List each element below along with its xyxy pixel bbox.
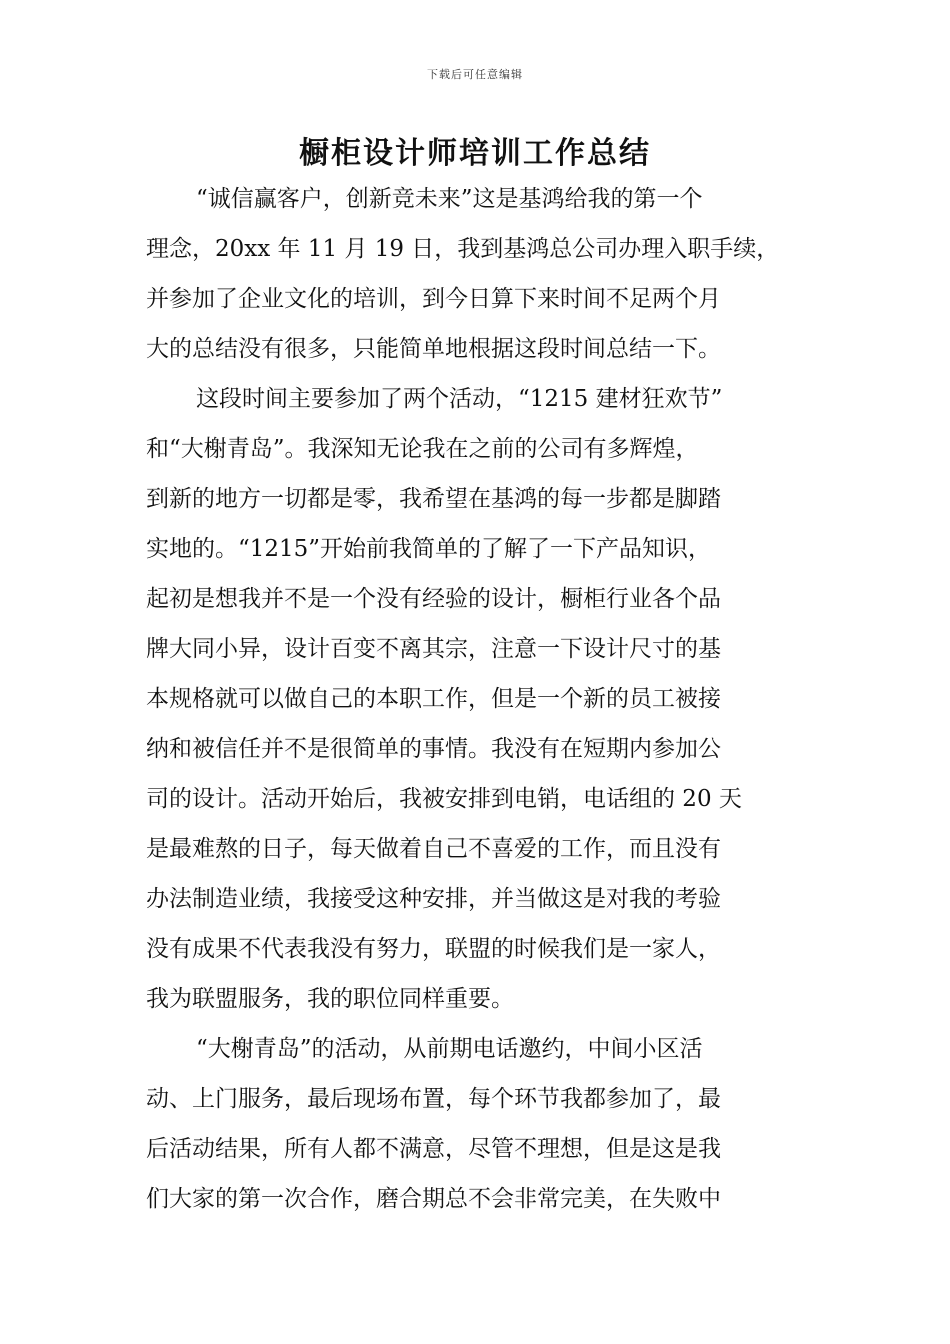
body-line-p3-2: 动、上门服务，最后现场布置，每个环节我都参加了，最 xyxy=(146,1086,721,1112)
body-line-p2-5: 起初是想我并不是一个没有经验的设计，橱柜行业各个品 xyxy=(146,586,721,612)
body-line-p1-3: 并参加了企业文化的培训，到今日算下来时间不足两个月 xyxy=(146,286,721,312)
body-line-p2-11: 办法制造业绩，我接受这种安排，并当做这是对我的考验 xyxy=(146,886,721,912)
header-note: 下载后可任意编辑 xyxy=(427,68,523,81)
body-line-p2-3: 到新的地方一切都是零，我希望在基鸿的每一步都是脚踏 xyxy=(146,486,721,512)
body-line-p1-2: 理念，20xx 年 11 月 19 日，我到基鸿总公司办理入职手续， xyxy=(146,236,780,262)
body-line-p2-12: 没有成果不代表我没有努力，联盟的时候我们是一家人， xyxy=(146,936,721,962)
body-line-p1-4: 大的总结没有很多，只能简单地根据这段时间总结一下。 xyxy=(146,336,721,362)
body-line-p2-9: 司的设计。活动开始后，我被安排到电销，电话组的 20 天 xyxy=(146,786,742,812)
body-line-p2-1: 这段时间主要参加了两个活动，“1215 建材狂欢节” xyxy=(196,386,723,412)
body-line-p2-7: 本规格就可以做自己的本职工作，但是一个新的员工被接 xyxy=(146,686,721,712)
body-line-p2-2: 和“大榭青岛”。我深知无论我在之前的公司有多辉煌， xyxy=(146,436,699,462)
body-line-p2-8: 纳和被信任并不是很简单的事情。我没有在短期内参加公 xyxy=(146,736,721,762)
body-line-p2-6: 牌大同小异，设计百变不离其宗，注意一下设计尺寸的基 xyxy=(146,636,721,662)
body-line-p1-1: “诚信赢客户，创新竞未来”这是基鸿给我的第一个 xyxy=(196,186,703,212)
body-line-p2-10: 是最难熬的日子，每天做着自己不喜爱的工作，而且没有 xyxy=(146,836,721,862)
body-line-p2-4: 实地的。“1215”开始前我简单的了解了一下产品知识， xyxy=(146,536,712,562)
body-line-p3-1: “大榭青岛”的活动，从前期电话邀约，中间小区活 xyxy=(196,1036,703,1062)
body-line-p3-4: 们大家的第一次合作，磨合期总不会非常完美，在失败中 xyxy=(146,1186,721,1212)
document-title: 橱柜设计师培训工作总结 xyxy=(299,136,651,171)
body-line-p2-13: 我为联盟服务，我的职位同样重要。 xyxy=(146,986,514,1012)
body-line-p3-3: 后活动结果，所有人都不满意，尽管不理想，但是这是我 xyxy=(146,1136,721,1162)
